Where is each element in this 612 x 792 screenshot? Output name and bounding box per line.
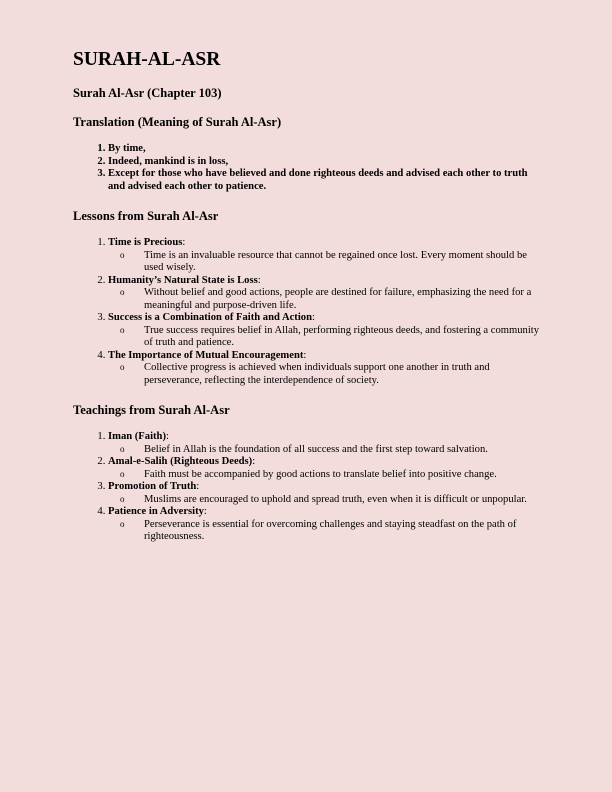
translation-verse: 2. Indeed, mankind is in loss, (108, 156, 540, 169)
teaching-item: 1. Iman (Faith): o Belief in Allah is the foundation of all success and the first step toward salvation. (108, 431, 540, 456)
teaching-label: Amal-e-Salih (Righteous Deeds) (108, 456, 253, 467)
lesson-detail: o Time is an invaluable resource that cannot be regained once lost. Every moment should be used wisely. (144, 250, 540, 275)
lesson-detail-list (108, 325, 540, 350)
teaching-label: Patience in Adversity (108, 506, 204, 517)
lesson-detail-list (108, 287, 540, 312)
teaching-detail: o Faith must be accompanied by good actions to translate belief into positive change. (144, 469, 540, 482)
lesson-item: 2. Humanity’s Natural State is Loss: o Without belief and good actions, people are destined for failure, emphasizing the need for a meaningful and purpose-driven life. (108, 275, 540, 313)
lesson-detail-list (108, 250, 540, 275)
lesson-item: 4. The Importance of Mutual Encouragement: o Collective progress is achieved when individuals support one another in truth and perseverance, reflecting the interdependence of society. (108, 350, 540, 388)
lesson-label: The Importance of Mutual Encouragement (108, 349, 304, 361)
teachings-heading: Teachings from Surah Al-Asr (73, 403, 230, 417)
lesson-detail-list (108, 362, 540, 387)
lesson-label: Humanity’s Natural State is Loss (108, 274, 258, 286)
teaching-item: 3. Promotion of Truth: o Muslims are encouraged to uphold and spread truth, even when it is difficult or unpopular. (108, 481, 540, 506)
lesson-detail: o Without belief and good actions, people are destined for failure, emphasizing the need for a meaningful and purpose-driven life. (144, 287, 540, 312)
lessons-list (73, 237, 540, 387)
page-title: SURAH-AL-ASR (73, 49, 221, 70)
teaching-item: 2. Amal-e-Salih (Righteous Deeds): o Faith must be accompanied by good actions to translate belief into positive change. (108, 456, 540, 481)
translation-verse: 3. Except for those who have believed and done righteous deeds and advised each other to truth and advised each other to patience. (108, 168, 540, 193)
chapter-subtitle: Surah Al-Asr (Chapter 103) (73, 86, 222, 100)
teaching-label: Iman (Faith) (108, 431, 166, 442)
teaching-detail-list (108, 444, 540, 457)
lesson-item: 3. Success is a Combination of Faith and Action: o True success requires belief in Allah, performing righteous deeds, and fostering a community of truth and patience. (108, 312, 540, 350)
lesson-detail: o True success requires belief in Allah, performing righteous deeds, and fostering a community of truth and patience. (144, 325, 540, 350)
translation-verse: 1. By time, (108, 143, 540, 156)
teaching-item: 4. Patience in Adversity: o Perseverance is essential for overcoming challenges and staying steadfast on the path of righteousness. (108, 506, 540, 544)
teachings-list (73, 431, 540, 544)
teaching-detail: o Muslims are encouraged to uphold and spread truth, even when it is difficult or unpopular. (144, 494, 540, 507)
translation-heading: Translation (Meaning of Surah Al-Asr) (73, 115, 282, 129)
lesson-item: 1. Time is Precious: o Time is an invaluable resource that cannot be regained once lost. Every moment should be used wisely. (108, 237, 540, 275)
lesson-detail: o Collective progress is achieved when individuals support one another in truth and perseverance, reflecting the interdependence of society. (144, 362, 540, 387)
teaching-detail-list (108, 519, 540, 544)
teaching-detail-list (108, 494, 540, 507)
lesson-label: Time is Precious (108, 237, 183, 248)
lesson-label: Success is a Combination of Faith and Action (108, 312, 312, 323)
teaching-label: Promotion of Truth (108, 481, 197, 492)
lessons-heading: Lessons from Surah Al-Asr (73, 209, 219, 223)
teaching-detail-list (108, 469, 540, 482)
teaching-detail: o Perseverance is essential for overcoming challenges and staying steadfast on the path of righteousness. (144, 519, 540, 544)
teaching-detail: o Belief in Allah is the foundation of all success and the first step toward salvation. (144, 444, 540, 457)
translation-list (73, 143, 540, 193)
